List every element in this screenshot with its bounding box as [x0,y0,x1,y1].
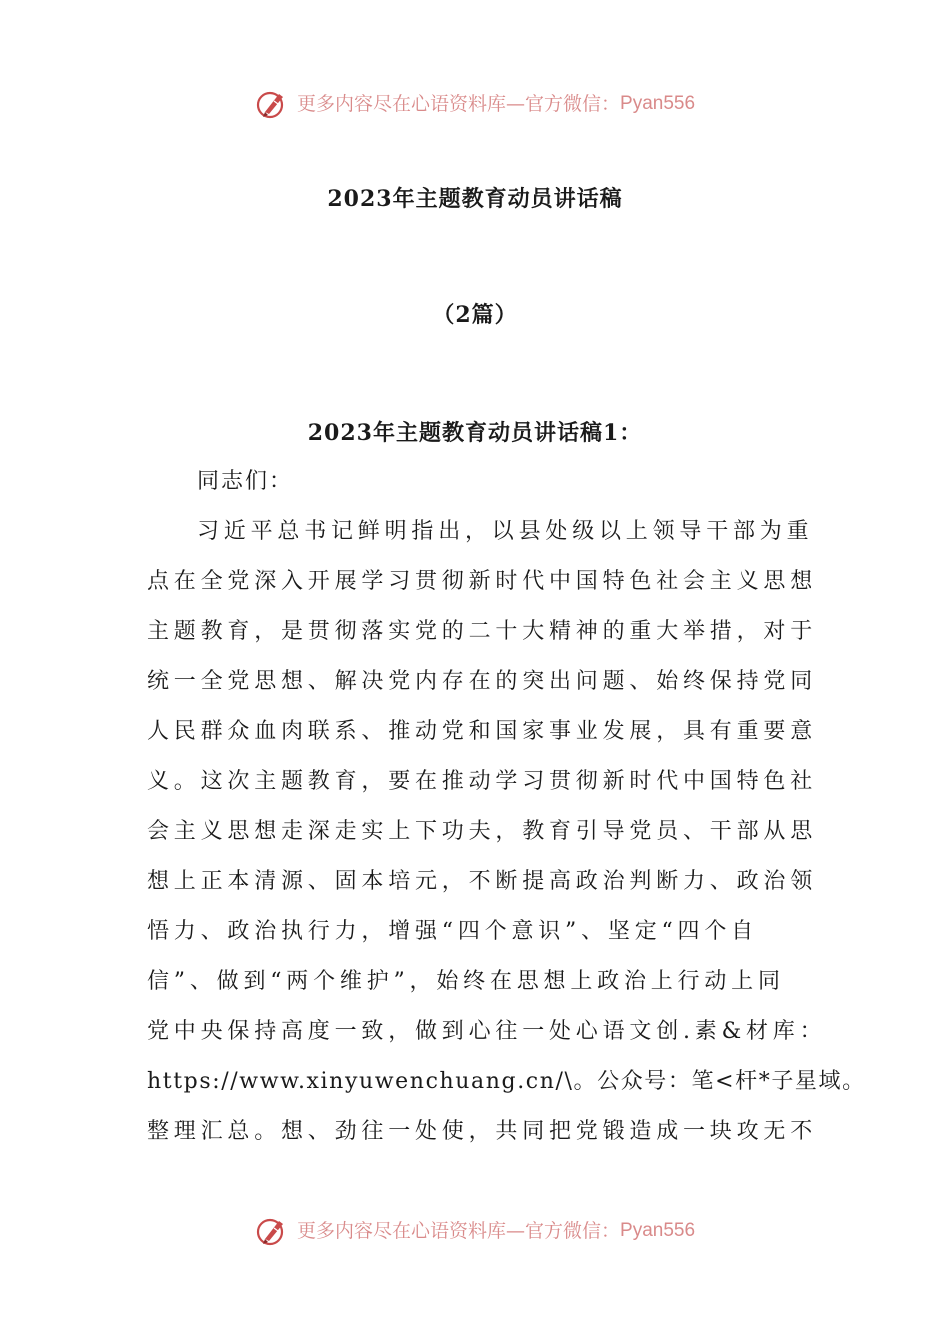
body-line: 统一全党思想、解决党内存在的突出问题、始终保持党同 [147,669,818,694]
watermark-header [0,86,950,120]
section-heading: 2023年主题教育动员讲话稿1： [307,420,643,446]
watermark-wechat-id: Pyan556 [620,93,696,114]
watermark-wechat-id: Pyan556 [620,1220,696,1241]
body-line: 整理汇总。想、劲往一处使，共同把党锻造成一块攻无不 [147,1119,818,1144]
body-line: 习近平总书记鲜明指出，以县处级以上领导干部为重 [197,519,814,544]
body-line: 会主义思想走深走实上下功夫，教育引导党员、干部从思 [147,819,818,844]
body-line: 点在全党深入开展学习贯彻新时代中国特色社会主义思想 [147,569,818,594]
watermark-text: 更多内容尽在心语资料库—官方微信： [297,93,621,115]
body-line: 义。这次主题教育，要在推动学习贯彻新时代中国特色社 [147,769,818,794]
body-line: 想上正本清源、固本培元，不断提高政治判断力、政治领 [147,869,818,894]
body-line: 主题教育，是贯彻落实党的二十大精神的重大举措，对于 [147,619,818,644]
pen-nib-logo-icon [255,87,289,121]
salutation: 同志们： [197,469,294,494]
body-line: 悟力、政治执行力，增强“四个意识”、坚定“四个自 [147,919,758,944]
body-line: 信”、做到“两个维护”，始终在思想上政治上行动上同 [147,969,785,994]
watermark-footer [0,1213,950,1247]
pen-nib-logo-icon [255,1214,289,1248]
watermark-text: 更多内容尽在心语资料库—官方微信： [297,1220,621,1242]
body-line-url: https://www.xinyuwenchuang.cn/\。公众号：笔<杆*子星域。 [147,1069,866,1094]
body-line: 人民群众血肉联系、推动党和国家事业发展，具有重要意 [147,719,818,744]
document-title: 2023年主题教育动员讲话稿 [327,186,623,212]
document-count-label: （2篇） [432,302,518,328]
body-line: 党中央保持高度一致，做到心往一处心语文创.素&材库： [147,1019,827,1044]
